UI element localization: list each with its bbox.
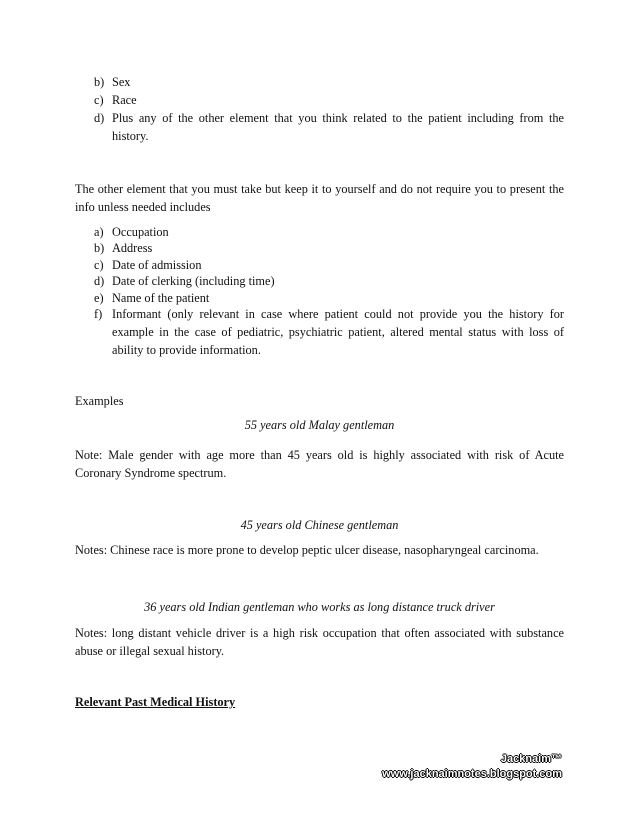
list1-item-sex [94,73,564,91]
list-text: Sex [112,75,131,89]
list2-item-address [94,239,564,257]
example1-title: 55 years old Malay gentleman [244,418,395,432]
list-marker: b) [94,75,105,89]
examples-label: Examples [75,394,124,408]
intro-paragraph: The other element that you must take but keep it to yourself and do not require you to present the info unless needed includes [75,182,564,214]
list2-item-informant [94,305,564,359]
list-marker: d) [94,111,105,125]
list-text: Race [112,93,137,107]
example2-note: Notes: Chinese race is more prone to develop peptic ulcer disease, nasopharyngeal carcinoma. [75,543,539,557]
list-marker: c) [94,258,104,272]
example3-title: 36 years old Indian gentleman who works as long distance truck driver [144,600,495,614]
list-marker: d) [94,274,105,288]
list-marker: c) [94,93,104,107]
example2-title: 45 years old Chinese gentleman [240,518,399,532]
section-heading: Relevant Past Medical History [75,695,236,709]
list-text: Occupation [112,225,169,239]
list-text: Date of admission [112,258,202,272]
list-marker: f) [94,307,103,321]
list-marker: b) [94,241,105,255]
list1-item-other-elements [94,109,564,145]
list-text: Name of the patient [112,291,210,305]
list1-item-race [94,91,564,109]
example3-note: Notes: long distant vehicle driver is a high risk occupation that often associated with substance abuse or illegal sexual history. [75,626,564,658]
list2-item-date-clerking [94,272,564,290]
footer-brand: Jacknaim™ [500,753,562,765]
footer-url[interactable]: www.jacknaimnotes.blogspot.com [382,768,562,780]
list-text: Address [112,241,153,255]
example1-note: Note: Male gender with age more than 45 years old is highly associated with risk of Acute Coronary Syndrome spectrum. [75,448,564,480]
list-marker: e) [94,291,104,305]
list-text: Informant (only relevant in case where patient could not provide you the history for example in the case of pediatric, psychiatric patient, altered mental status with loss of ability to provide information. [112,307,564,357]
list-text: Date of clerking (including time) [112,274,275,288]
list-text: Plus any of the other element that you think related to the patient including from the history. [112,111,564,143]
list-marker: a) [94,225,104,239]
